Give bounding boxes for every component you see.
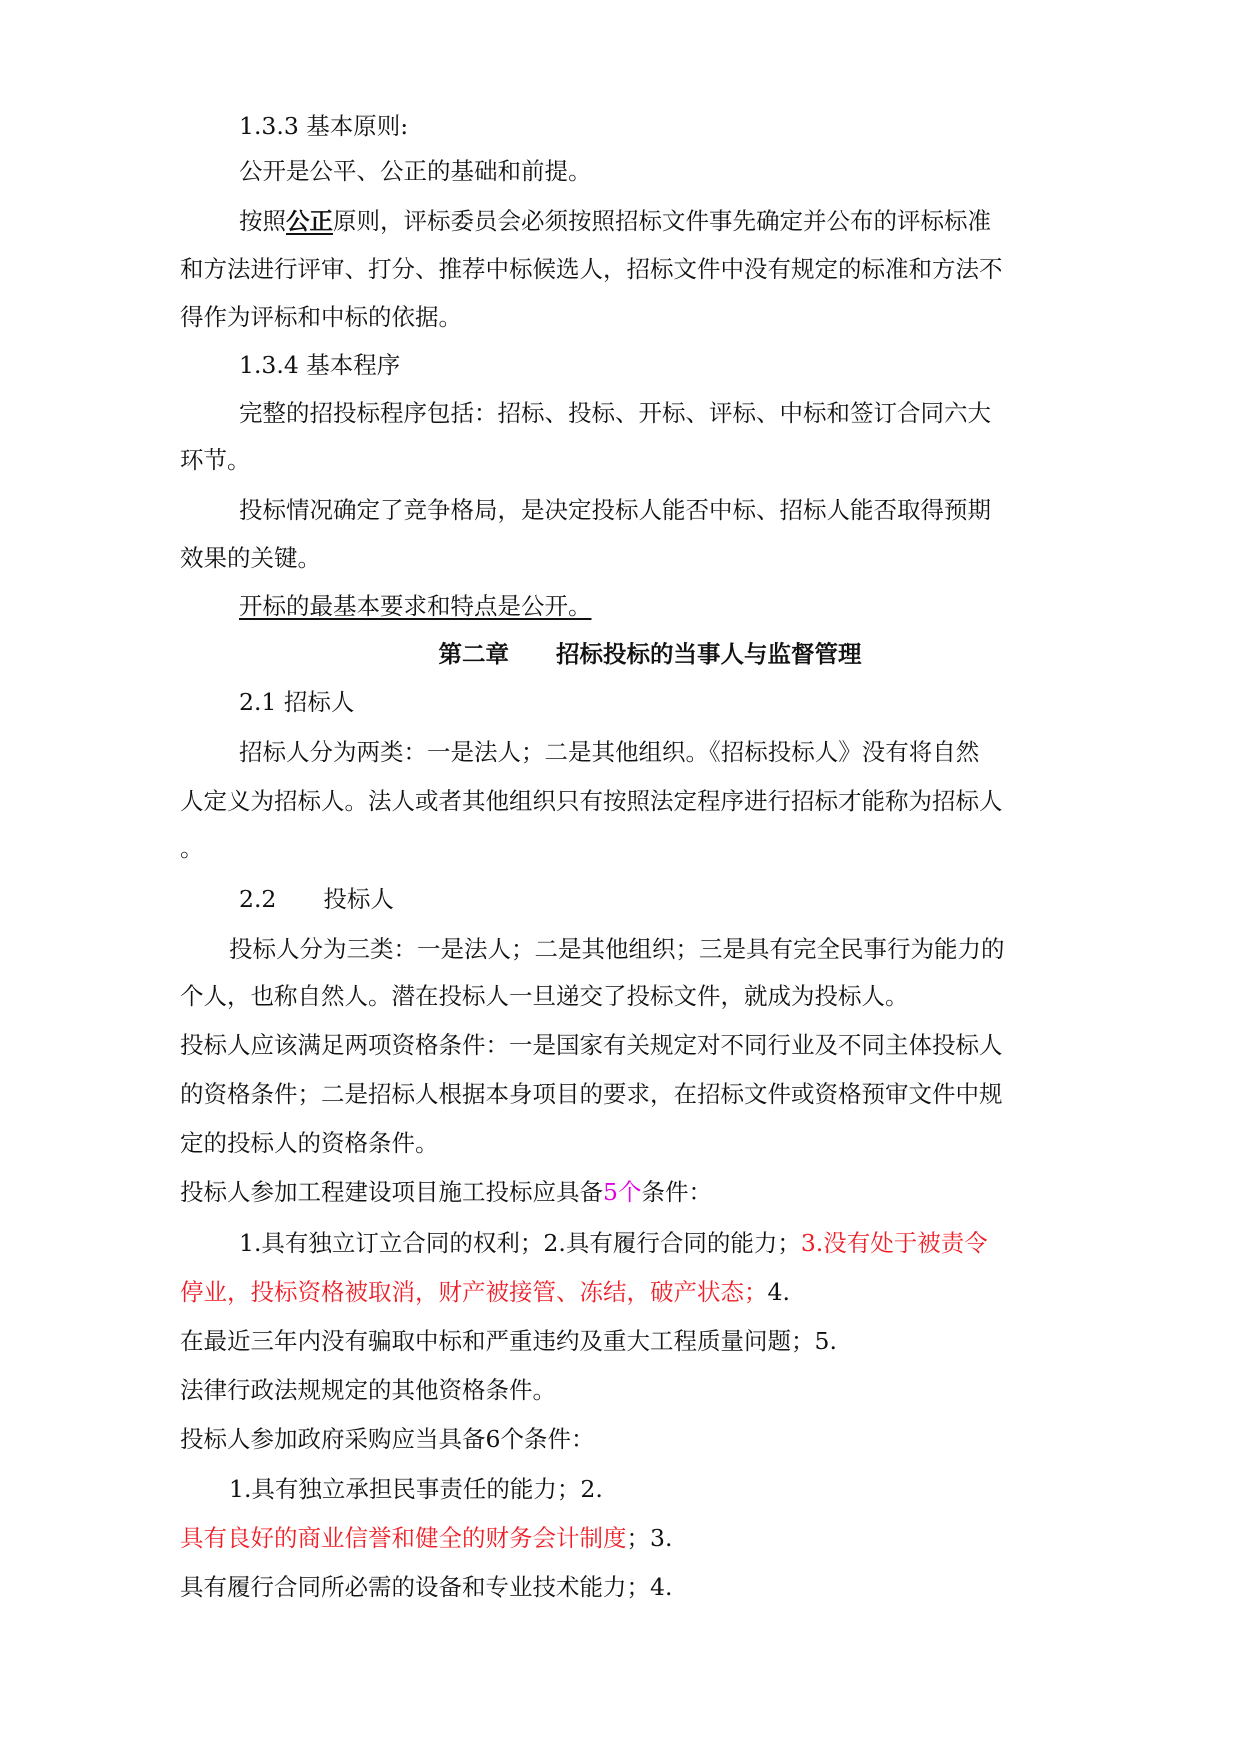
paragraph-tenderer-line-1: 招标人分为两类：一是法人；二是其他组织。《招标投标人》没有将自然: [239, 738, 980, 766]
section-1-3-4-heading: 1.3.4 基本程序: [239, 351, 401, 379]
construction-conditions-line-2: [180, 1278, 790, 1306]
highlighted-condition: 3.没有处于被责令: [800, 1229, 988, 1257]
text-run: 条件：: [641, 1178, 712, 1206]
paragraph-competition-line-2: 效果的关键。: [180, 544, 321, 572]
chapter-2-title: 第二章 招标投标的当事人与监督管理: [438, 640, 862, 668]
paragraph-qualifications-line-1: 投标人应该满足两项资格条件：一是国家有关规定对不同行业及不同主体投标人: [180, 1031, 1003, 1059]
construction-conditions-line-4: 法律行政法规规定的其他资格条件。: [180, 1376, 556, 1404]
text-run: 按照: [239, 207, 286, 235]
underlined-keyword: 公正: [286, 207, 333, 235]
paragraph-bidder-types-line-1: 投标人分为三类：一是法人；二是其他组织；三是具有完全民事行为能力的: [229, 935, 1005, 963]
section-2-1-heading: 2.1 招标人: [239, 688, 355, 716]
highlighted-condition: 具有良好的商业信誉和健全的财务会计制度: [180, 1524, 627, 1552]
paragraph-fairness-line-2: 和方法进行评审、打分、推荐中标候选人，招标文件中没有规定的标准和方法不: [180, 255, 1003, 283]
construction-conditions-line-3: 在最近三年内没有骗取中标和严重违约及重大工程质量问题；5.: [180, 1327, 837, 1355]
section-1-3-3-heading: 1.3.3 基本原则:: [239, 112, 409, 140]
paragraph-bidder-types-line-2: 个人，也称自然人。潜在投标人一旦递交了投标文件，就成为投标人。: [180, 982, 909, 1010]
paragraph-bid-opening: 开标的最基本要求和特点是公开。: [239, 592, 592, 620]
paragraph-tenderer-line-2: 人定义为招标人。法人或者其他组织只有按照法定程序进行招标才能称为招标人: [180, 787, 1003, 815]
text-run: ；3.: [626, 1524, 673, 1552]
highlighted-condition: 停业，投标资格被取消，财产被接管、冻结，破产状态；: [180, 1278, 768, 1306]
paragraph-openness: 公开是公平、公正的基础和前提。: [239, 157, 592, 185]
text-run: 4.: [767, 1278, 790, 1306]
paragraph-procedure-line-2: 环节。: [180, 446, 251, 474]
paragraph-construction-conditions-intro: [180, 1178, 712, 1206]
procurement-conditions-line-1: 1.具有独立承担民事责任的能力；2.: [229, 1475, 603, 1503]
text-run: 1.具有独立订立合同的权利；2.具有履行合同的能力；: [239, 1229, 801, 1257]
section-2-2-heading: 2.2 投标人: [239, 885, 394, 913]
text-run: 投标人参加工程建设项目施工投标应具备: [180, 1178, 603, 1206]
paragraph-qualifications-line-2: 的资格条件；二是招标人根据本身项目的要求，在招标文件或资格预审文件中规: [180, 1080, 1003, 1108]
paragraph-procedure-line-1: 完整的招投标程序包括：招标、投标、开标、评标、中标和签订合同六大: [239, 399, 991, 427]
paragraph-tenderer-line-3: 。: [180, 834, 204, 862]
text-run: 原则，评标委员会必须按照招标文件事先确定并公布的评标标准: [333, 207, 991, 235]
paragraph-fairness-line-3: 得作为评标和中标的依据。: [180, 303, 462, 331]
paragraph-fairness-line-1: [239, 207, 991, 235]
paragraph-competition-line-1: 投标情况确定了竞争格局，是决定投标人能否中标、招标人能否取得预期: [239, 496, 991, 524]
paragraph-qualifications-line-3: 定的投标人的资格条件。: [180, 1129, 439, 1157]
paragraph-procurement-conditions-intro: 投标人参加政府采购应当具备6个条件：: [180, 1425, 595, 1453]
highlighted-count: 5个: [603, 1178, 642, 1206]
procurement-conditions-line-2: [180, 1524, 672, 1552]
construction-conditions-line-1: [239, 1229, 988, 1257]
procurement-conditions-line-3: 具有履行合同所必需的设备和专业技术能力；4.: [180, 1573, 673, 1601]
